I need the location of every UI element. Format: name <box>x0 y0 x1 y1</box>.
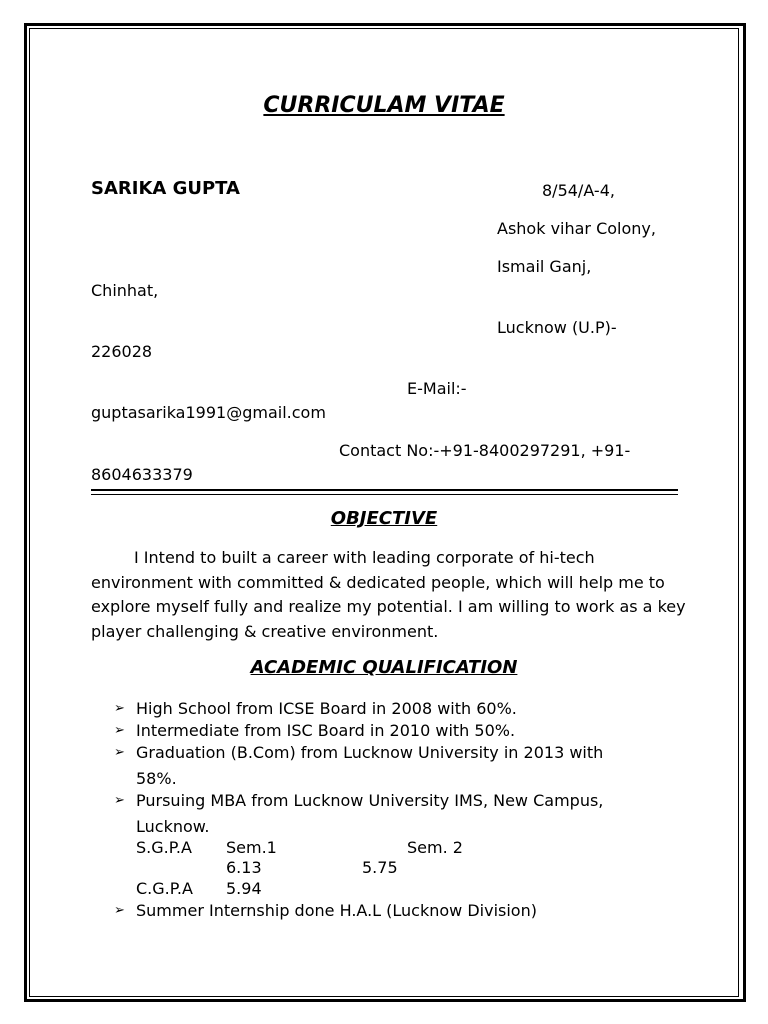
email-address: guptasarika1991@gmail.com <box>91 403 326 422</box>
cgpa-value: 5.94 <box>226 879 262 898</box>
address-pincode: 226028 <box>91 342 153 361</box>
sem2-value: 5.75 <box>362 858 398 877</box>
section-divider <box>91 489 678 491</box>
qualification-item: Summer Internship done H.A.L (Lucknow Division) <box>136 901 537 920</box>
qualification-item-continued: Lucknow. <box>136 817 210 836</box>
document-title: CURRICULAM VITAE <box>263 93 505 118</box>
qualification-item: High School from ICSE Board in 2008 with 60%. <box>136 699 517 718</box>
contact-numbers: Contact No:-+91-8400297291, +91- <box>339 441 631 460</box>
address-line-2: Ashok vihar Colony, <box>497 219 656 238</box>
address-line-4: Chinhat, <box>91 281 159 300</box>
sgpa-label: S.G.P.A <box>136 838 192 857</box>
arrow-bullet-icon: ➢ <box>114 723 125 738</box>
sem1-value: 6.13 <box>226 858 262 877</box>
contact-numbers-continued: 8604633379 <box>91 465 193 484</box>
arrow-bullet-icon: ➢ <box>114 793 125 808</box>
qualification-item: Pursuing MBA from Lucknow University IMS, New Campus, <box>136 791 604 810</box>
qualification-item: Intermediate from ISC Board in 2010 with 50%. <box>136 721 516 740</box>
academic-heading: ACADEMIC QUALIFICATION <box>250 657 518 678</box>
sem2-label: Sem. 2 <box>407 838 463 857</box>
objective-text: I Intend to built a career with leading corporate of hi-tech environment with committed & dedicated people, which will help me to explore myself fully and realize my potential. I am willing to work as a key player challenging & creative environment. <box>91 548 686 641</box>
candidate-name: SARIKA GUPTA <box>91 178 240 199</box>
qualification-item-continued: 58%. <box>136 769 177 788</box>
sem1-label: Sem.1 <box>226 838 277 857</box>
address-line-1: 8/54/A-4, <box>542 181 615 200</box>
address-line-5: Lucknow (U.P)- <box>497 318 617 337</box>
arrow-bullet-icon: ➢ <box>114 745 125 760</box>
qualification-item: Graduation (B.Com) from Lucknow University in 2013 with <box>136 743 604 762</box>
cgpa-label: C.G.P.A <box>136 879 193 898</box>
objective-heading: OBJECTIVE <box>330 508 438 529</box>
section-divider-thin <box>91 494 678 495</box>
address-line-3: Ismail Ganj, <box>497 257 592 276</box>
arrow-bullet-icon: ➢ <box>114 903 125 918</box>
email-label: E-Mail:- <box>407 379 467 398</box>
arrow-bullet-icon: ➢ <box>114 701 125 716</box>
